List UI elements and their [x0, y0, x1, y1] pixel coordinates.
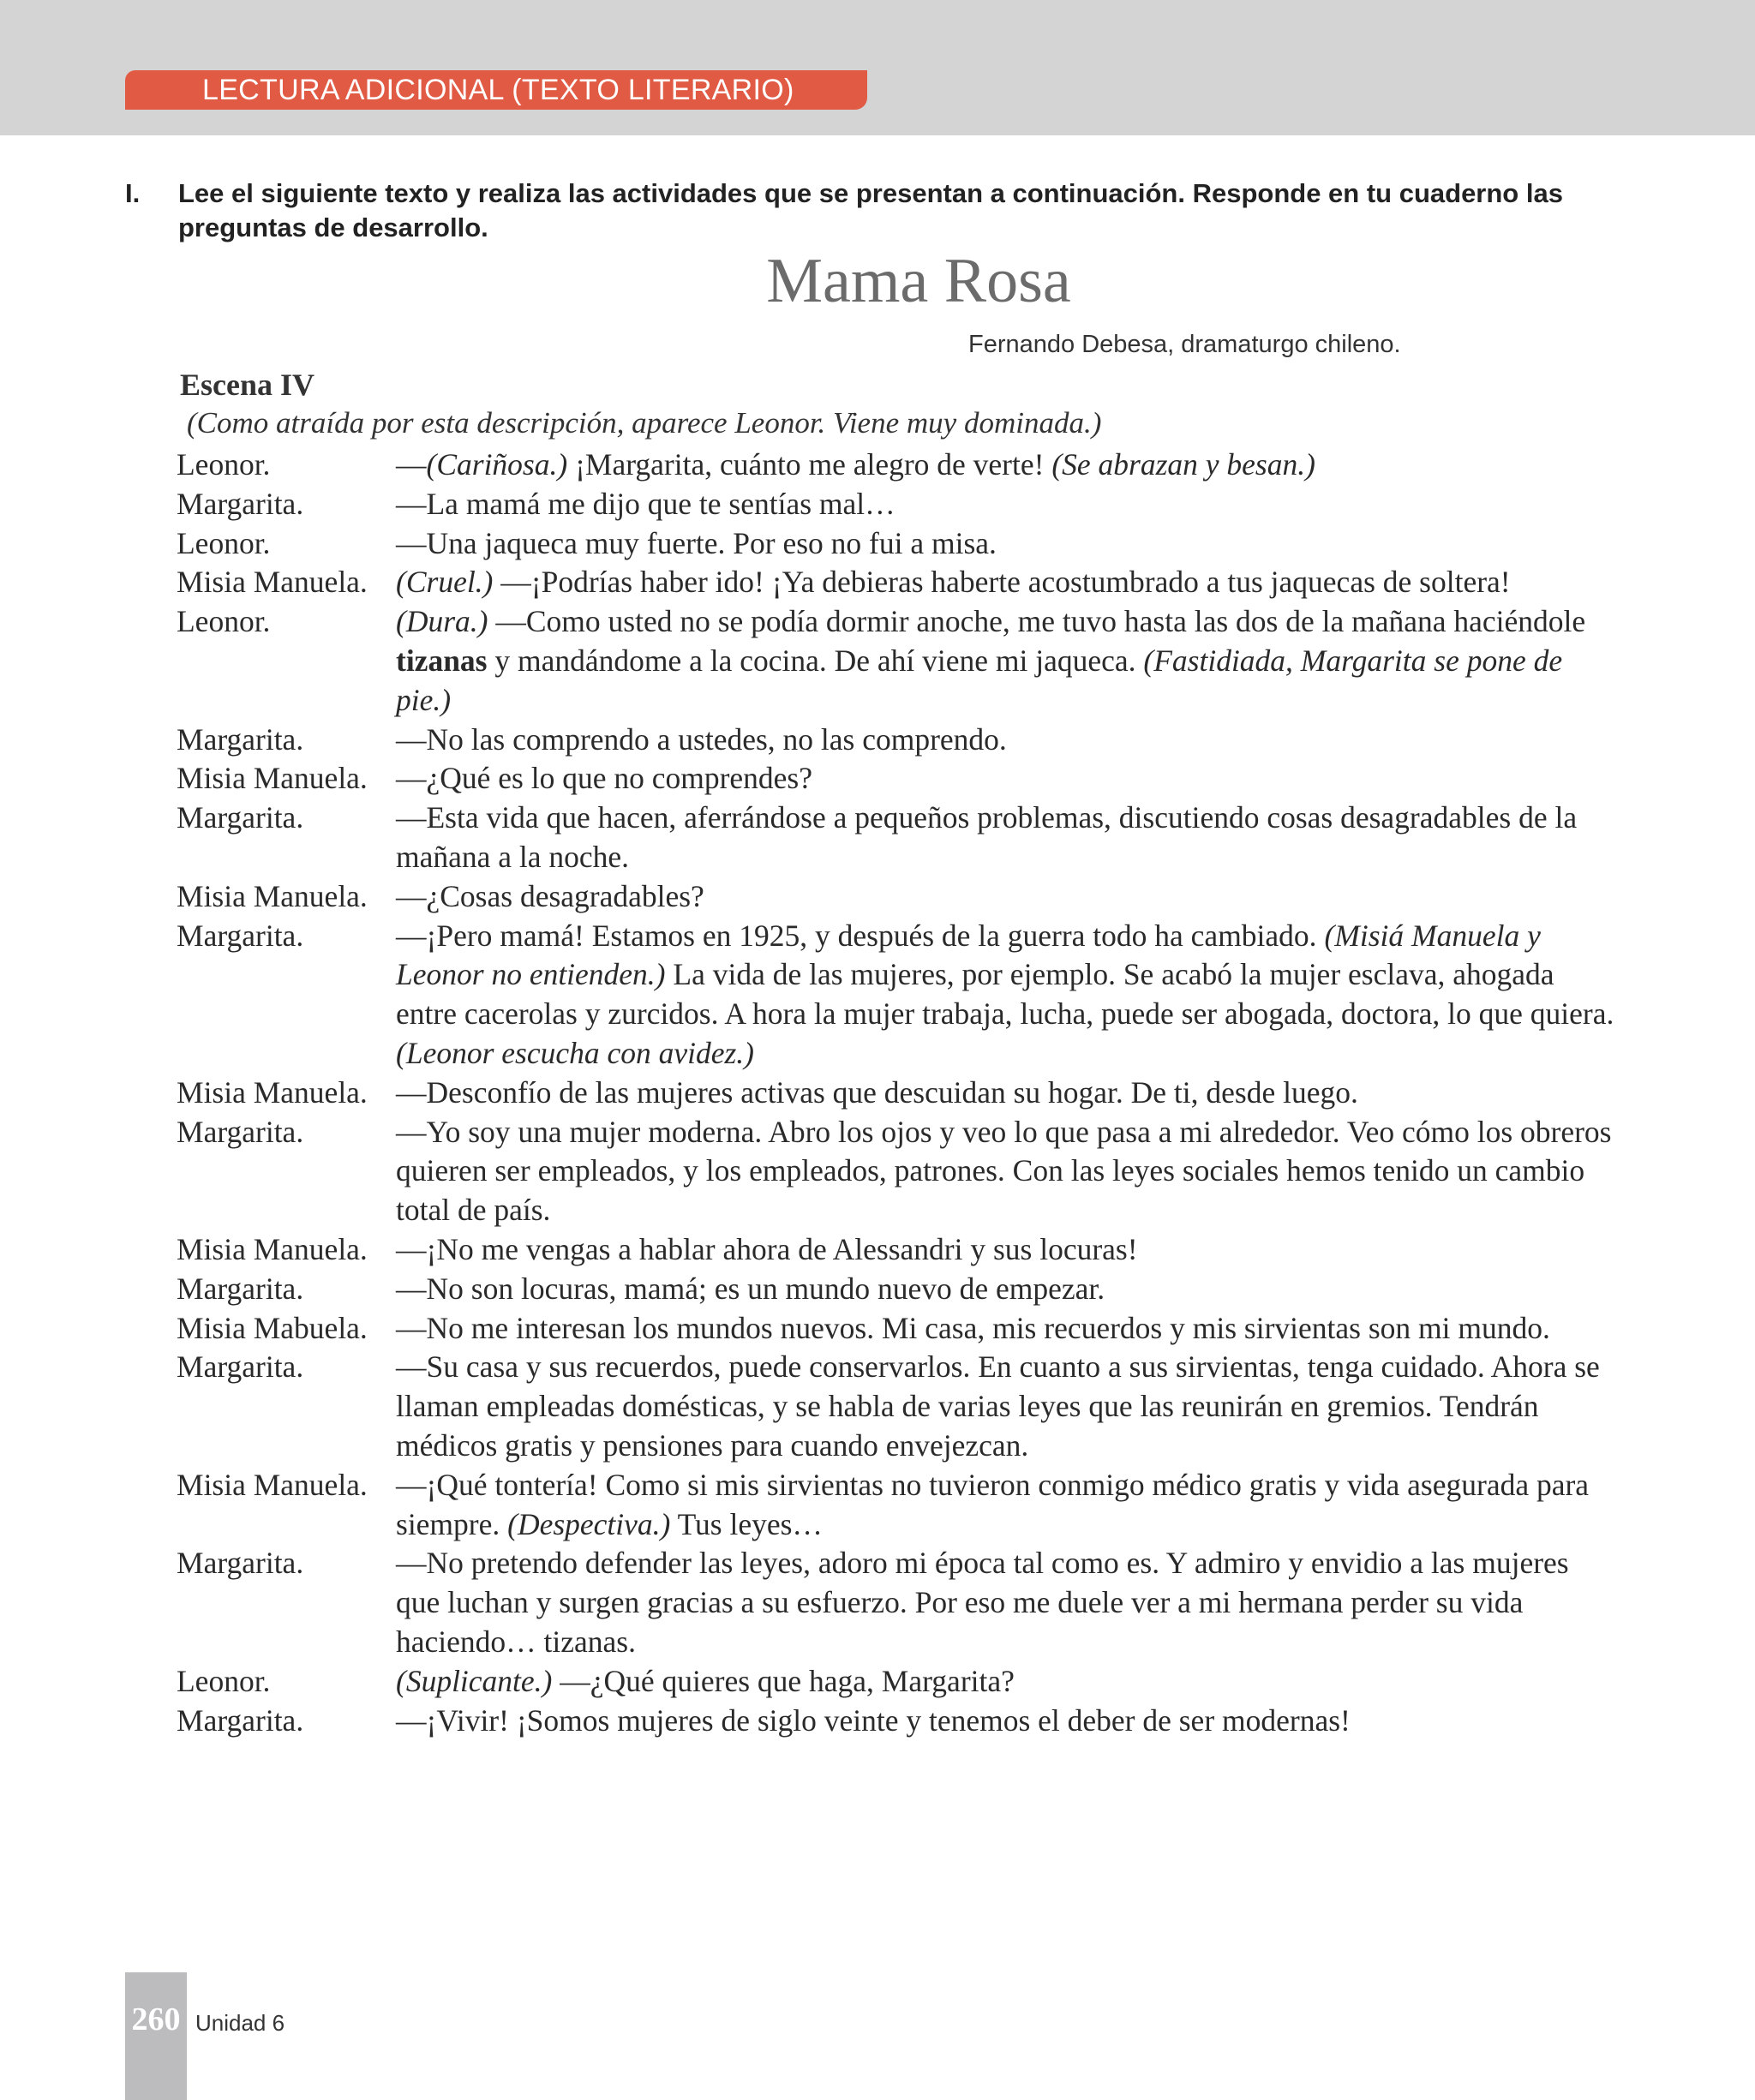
dialogue-line: [177, 1230, 1616, 1270]
speech-text: [396, 917, 1616, 1074]
dialogue-line: [177, 1113, 1616, 1230]
speech-text: [396, 1309, 1616, 1349]
dialogue-line: [177, 1348, 1616, 1465]
speech-segment: —¿Qué es lo que no comprendes?: [396, 761, 812, 796]
speech-segment: —Una jaqueca muy fuerte. Por eso no fui a misa.: [396, 525, 997, 560]
speech-segment: —Su casa y sus recuerdos, puede conservarlos. En cuanto a sus sirvientas, tenga cuidado. Ahora se llaman empleadas domésticas, y se habla de varias leyes que las reunirán en gremios. Tendrán médicos gratis y pensiones para cuando envejezcan.: [396, 1349, 1600, 1463]
stage-note: (Fastidiada, Margarita se pone de pie.): [396, 643, 1563, 717]
speech-text: [396, 524, 1616, 564]
dialogue-line: [177, 563, 1616, 602]
speech-segment: —La mamá me dijo que te sentías mal…: [396, 486, 895, 521]
speech-text: [396, 799, 1616, 877]
speech-segment: —¡No me vengas a hablar ahora de Alessandri y sus locuras!: [396, 1231, 1138, 1266]
speech-segment: —Esta vida que hacen, aferrándose a pequeños problemas, discutiendo cosas desagradables de la mañana a la noche.: [396, 800, 1578, 874]
speaker-name: Leonor.: [177, 525, 271, 560]
speaker-name: Margarita.: [177, 721, 304, 757]
dialogue-line: [177, 759, 1616, 799]
stage-direction: (Como atraída por esta descripción, aparece Leonor. Viene muy dominada.): [187, 406, 1102, 440]
dialogue-line: [177, 1544, 1616, 1661]
speech-segment: —No son locuras, mamá; es un mundo nuevo de empezar.: [396, 1271, 1105, 1306]
speaker-name: Margarita.: [177, 1271, 304, 1306]
speech-segment: La vida de las mujeres, por ejemplo. Se acabó la mujer esclava, ahogada entre cacerolas y zurcidos. A hora la mujer trabaja, lucha, puede ser abogada, doctora, lo que quiera.: [396, 957, 1614, 1032]
speaker-name: Leonor.: [177, 604, 271, 639]
speaker-name: Misia Manuela.: [177, 565, 368, 600]
speaker-name: Margarita.: [177, 800, 304, 835]
speech-text: [396, 759, 1616, 799]
instruction-text: Lee el siguiente texto y realiza las actividades que se presentan a continuación. Responde en tu cuaderno las preguntas de desarrollo.: [178, 178, 1563, 242]
speech-segment: —Desconfío de las mujeres activas que descuidan su hogar. De ti, desde luego.: [396, 1074, 1358, 1110]
speech-text: [396, 602, 1616, 720]
stage-note: (Se abrazan y besan.): [1051, 447, 1315, 482]
header-band: [0, 0, 1755, 135]
speaker-name: Misia Manuela.: [177, 878, 368, 913]
speech-segment: ¡Margarita, cuánto me alegro de verte!: [567, 447, 1052, 482]
dialogue-line: [177, 1466, 1616, 1545]
speaker-name: Misia Manuela.: [177, 761, 368, 796]
speech-text: [396, 877, 1616, 917]
speech-segment: —¿Qué quieres que haga, Margarita?: [552, 1663, 1015, 1698]
speech-segment: —¡Vivir! ¡Somos mujeres de siglo veinte y tenemos el deber de ser modernas!: [396, 1702, 1351, 1738]
speech-text: [396, 1270, 1616, 1309]
speech-text: [396, 1544, 1616, 1661]
speech-segment: —¡Qué tontería! Como si mis sirvientas no tuvieron conmigo médico gratis y vida asegurada para siempre.: [396, 1467, 1590, 1541]
speaker-name: Leonor.: [177, 1663, 271, 1698]
speech-segment: —No pretendo defender las leyes, adoro mi época tal como es. Y admiro y envidio a las mujeres que luchan y surgen gracias a su esfuerzo. Por eso me duele ver a mi hermana perder su vida haciendo… tizanas.: [396, 1546, 1569, 1659]
speech-text: [396, 1466, 1616, 1545]
speaker-name: Margarita.: [177, 1349, 304, 1385]
speech-segment: —¡Podrías haber ido! ¡Ya debieras haberte acostumbrado a tus jaquecas de soltera!: [493, 565, 1511, 600]
speaker-name: Margarita.: [177, 1114, 304, 1149]
speech-text: [396, 1702, 1616, 1741]
speech-segment: —No las comprendo a ustedes, no las comprendo.: [396, 721, 1007, 757]
glossary-term: tizanas: [396, 643, 488, 678]
speech-segment: —Yo soy una mujer moderna. Abro los ojos y veo lo que pasa a mi alrededor. Veo cómo los obreros quieren ser empleados, y los empleados, patrones. Con las leyes sociales hemos tenido un cambio total de país.: [396, 1114, 1612, 1228]
speech-text: [396, 446, 1616, 485]
section-label: LECTURA ADICIONAL (TEXTO LITERARIO): [125, 70, 867, 110]
dialogue-line: [177, 1662, 1616, 1702]
speech-text: [396, 721, 1616, 760]
speaker-name: Margarita.: [177, 1546, 304, 1581]
dialogue-line: [177, 1309, 1616, 1349]
dialogue-line: [177, 721, 1616, 760]
dialogue-line: [177, 1270, 1616, 1309]
stage-note: (Dura.): [396, 604, 488, 639]
stage-note: (Despectiva.): [507, 1506, 671, 1541]
stage-note: (Suplicante.): [396, 1663, 553, 1698]
dialogue-line: [177, 446, 1616, 485]
text-title: Mama Rosa: [766, 246, 1071, 316]
stage-note: (Cruel.): [396, 565, 494, 600]
author-credit: Fernando Debesa, dramaturgo chileno.: [968, 331, 1401, 358]
speech-text: [396, 485, 1616, 524]
scene-heading: Escena IV: [180, 368, 315, 402]
dialogue-line: [177, 524, 1616, 564]
speech-segment: —¿Cosas desagradables?: [396, 878, 704, 913]
speaker-name: Misia Mabuela.: [177, 1310, 368, 1345]
speaker-name: Margarita.: [177, 486, 304, 521]
dialogue-line: [177, 602, 1616, 720]
dialogue-line: [177, 799, 1616, 877]
speaker-name: Misia Manuela.: [177, 1467, 368, 1502]
dialogue-script: [177, 446, 1616, 1740]
dialogue-line: [177, 1702, 1616, 1741]
speaker-name: Margarita.: [177, 918, 304, 953]
speaker-name: Leonor.: [177, 447, 271, 482]
speech-text: [396, 1113, 1616, 1230]
stage-note: (Misiá Manuela y Leonor no entienden.): [396, 918, 1541, 992]
speaker-name: Misia Manuela.: [177, 1231, 368, 1266]
instruction-number: I.: [125, 178, 141, 208]
speech-segment: y mandándome a la cocina. De ahí viene mi jaqueca.: [487, 643, 1144, 678]
instruction: [125, 176, 1565, 245]
speech-text: [396, 1074, 1616, 1113]
dialogue-line: [177, 1074, 1616, 1113]
speech-segment: —¡Pero mamá! Estamos en 1925, y después de la guerra todo ha cambiado.: [396, 918, 1325, 953]
stage-note: (Cariñosa.): [426, 447, 568, 482]
speaker-name: Misia Manuela.: [177, 1074, 368, 1110]
speech-segment: —Como usted no se podía dormir anoche, me tuvo hasta las dos de la mañana haciéndole: [488, 604, 1586, 639]
speech-text: [396, 1230, 1616, 1270]
speech-segment: Tus leyes…: [670, 1506, 823, 1541]
speech-segment: —No me interesan los mundos nuevos. Mi casa, mis recuerdos y mis sirvientas son mi mundo.: [396, 1310, 1550, 1345]
speech-text: [396, 563, 1616, 602]
dialogue-line: [177, 917, 1616, 1074]
speech-text: [396, 1662, 1616, 1702]
dialogue-line: [177, 877, 1616, 917]
unit-label: Unidad 6: [195, 2010, 285, 2036]
dialogue-line: [177, 485, 1616, 524]
speaker-name: Margarita.: [177, 1702, 304, 1738]
page-number: 260: [131, 2001, 181, 2037]
stage-note: (Leonor escucha con avidez.): [396, 1035, 754, 1070]
speech-segment: —: [396, 447, 427, 482]
speech-text: [396, 1348, 1616, 1465]
